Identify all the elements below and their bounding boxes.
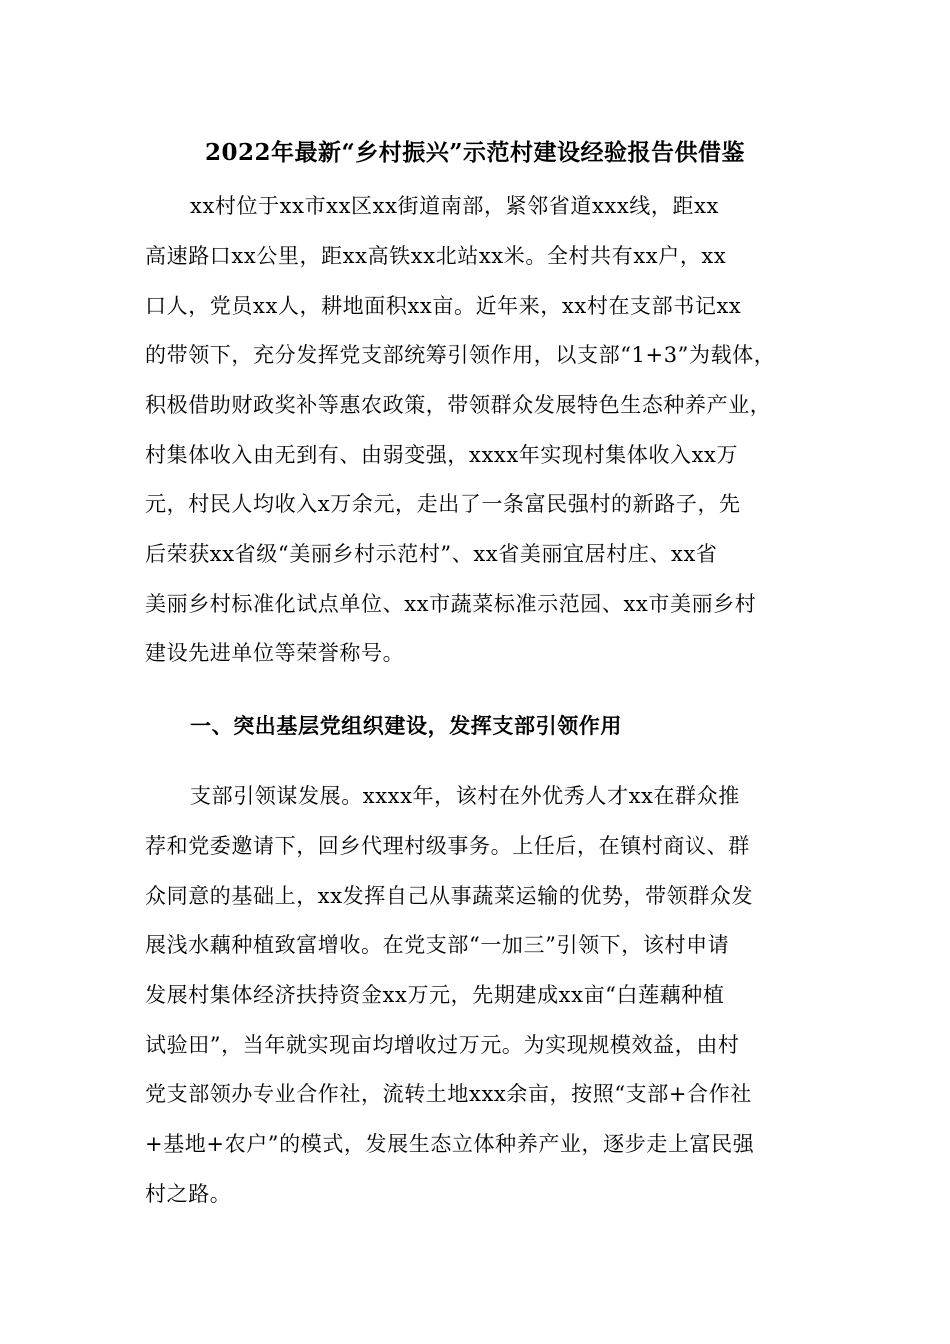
paragraph-1-line-8: 后荣获xx省级“美丽乡村示范村”、xx省美丽宜居村庄、xx省 xyxy=(145,542,718,566)
paragraph-1-line-7: 元，村民人均收入x万余元，走出了一条富民强村的新路子，先 xyxy=(145,492,741,516)
paragraph-2-line-3: 众同意的基础上，xx发挥自己从事蔬菜运输的优势，带领群众发 xyxy=(145,884,754,908)
paragraph-1-line-9: 美丽乡村标准化试点单位、xx市蔬菜标准示范园、xx市美丽乡村 xyxy=(145,592,757,616)
paragraph-1-line-5: 积极借助财政奖补等惠农政策，带领群众发展特色生态种养产业， xyxy=(145,393,772,417)
paragraph-2-line-1: 支部引领谋发展。xxxx年，该村在外优秀人才xx在群众推 xyxy=(190,784,740,808)
paragraph-1-line-3: 口人，党员xx人，耕地面积xx亩。近年来，xx村在支部书记xx xyxy=(145,294,742,318)
paragraph-2-line-9: 村之路。 xyxy=(145,1182,232,1206)
paragraph-1-line-10: 建设先进单位等荣誉称号。 xyxy=(145,641,405,665)
paragraph-2-line-7: 党支部领办专业合作社，流转土地xxx余亩，按照“支部+合作社 xyxy=(145,1082,752,1106)
paragraph-1-line-1: xx村位于xx市xx区xx街道南部，紧邻省道xxx线，距xx xyxy=(190,194,719,218)
paragraph-2-line-6: 试验田”，当年就实现亩均增收过万元。为实现规模效益，由村 xyxy=(145,1033,740,1057)
paragraph-2-line-4: 展浅水藕种植致富增收。在党支部“一加三”引领下，该村申请 xyxy=(145,933,730,957)
paragraph-1-line-2: 高速路口xx公里，距xx高铁xx北站xx米。全村共有xx户，xx xyxy=(145,244,727,268)
document-title: 2022年最新“乡村振兴”示范村建设经验报告供借鉴 xyxy=(205,139,745,166)
paragraph-2-line-5: 发展村集体经济扶持资金xx万元，先期建成xx亩“白莲藕种植 xyxy=(145,983,725,1007)
paragraph-1-line-4: 的带领下，充分发挥党支部统筹引领作用，以支部“1+3”为载体， xyxy=(145,343,776,367)
paragraph-2-line-2: 荐和党委邀请下，回乡代理村级事务。上任后，在镇村商议、群 xyxy=(145,834,750,858)
section-heading-1: 一、突出基层党组织建设，发挥支部引领作用 xyxy=(190,713,622,738)
paragraph-2-line-8: +基地+农户”的模式，发展生态立体种养产业，逐步走上富民强 xyxy=(145,1132,755,1156)
paragraph-1-line-6: 村集体收入由无到有、由弱变强，xxxx年实现村集体收入xx万 xyxy=(145,443,739,467)
